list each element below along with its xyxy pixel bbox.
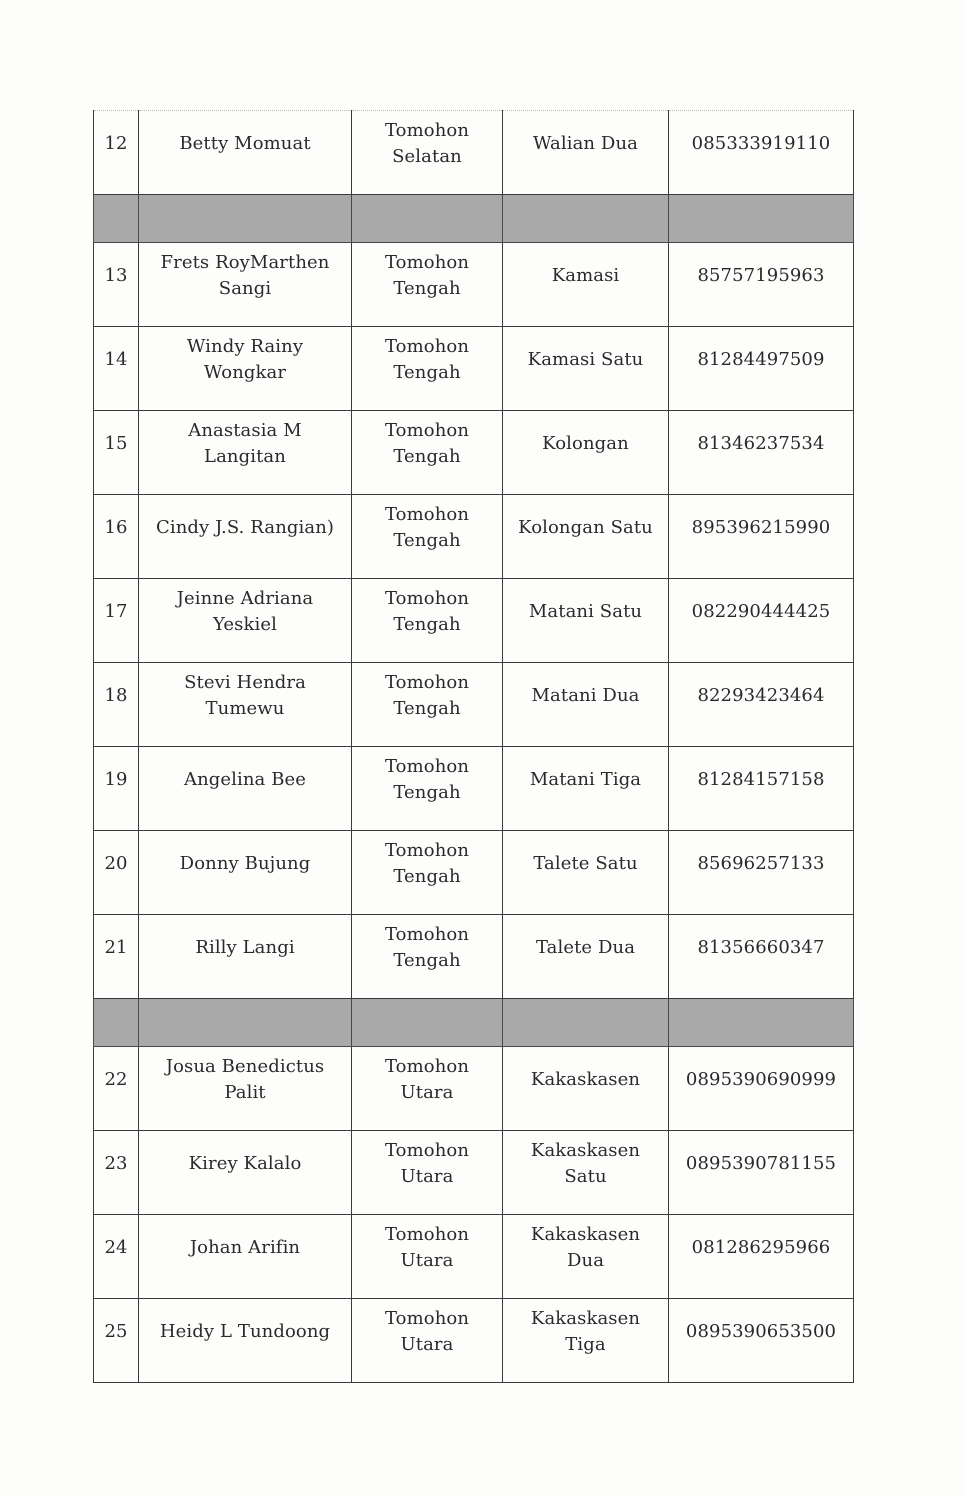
kelurahan-cell-line: Walian Dua	[533, 133, 638, 154]
kecamatan-cell	[352, 915, 503, 999]
kelurahan-cell-line: Kolongan Satu	[518, 517, 653, 538]
name-cell-line: Sangi	[218, 278, 272, 299]
row-number-cell: 12	[94, 111, 139, 195]
kelurahan-cell	[503, 495, 669, 579]
phone-cell: 0895390781155	[669, 1131, 854, 1215]
participants-table	[93, 110, 854, 1383]
kelurahan-cell	[503, 1215, 669, 1299]
kecamatan-cell-line: Tengah	[393, 698, 461, 719]
row-number-cell: 24	[94, 1215, 139, 1299]
kelurahan-cell-line: Matani Tiga	[529, 769, 642, 790]
separator-cell	[503, 999, 669, 1047]
kelurahan-cell	[503, 579, 669, 663]
kelurahan-cell	[503, 747, 669, 831]
kecamatan-cell	[352, 663, 503, 747]
kecamatan-cell-line: Selatan	[392, 146, 462, 167]
separator-cell	[94, 999, 139, 1047]
kecamatan-cell-line: Tomohon	[384, 420, 470, 441]
table-row	[94, 1131, 854, 1215]
name-cell-line: Betty Momuat	[179, 133, 311, 154]
name-cell-line: Josua Benedictus	[165, 1056, 325, 1077]
kecamatan-cell-line: Tomohon	[384, 120, 470, 141]
separator-cell	[352, 999, 503, 1047]
name-cell	[139, 243, 352, 327]
row-number-cell: 13	[94, 243, 139, 327]
name-cell-line: Windy Rainy	[186, 336, 304, 357]
table-row	[94, 1047, 854, 1131]
kecamatan-cell-line: Utara	[400, 1334, 454, 1355]
phone-cell: 82293423464	[669, 663, 854, 747]
name-cell	[139, 579, 352, 663]
table-row	[94, 411, 854, 495]
row-number-cell: 14	[94, 327, 139, 411]
name-cell	[139, 1047, 352, 1131]
phone-cell: 0895390690999	[669, 1047, 854, 1131]
kecamatan-cell-line: Tomohon	[384, 1140, 470, 1161]
kecamatan-cell-line: Tengah	[393, 278, 461, 299]
separator-cell	[139, 195, 352, 243]
name-cell	[139, 1131, 352, 1215]
name-cell	[139, 495, 352, 579]
name-cell	[139, 831, 352, 915]
phone-cell: 85696257133	[669, 831, 854, 915]
kelurahan-cell-line: Talete Satu	[533, 853, 638, 874]
name-cell-line: Palit	[224, 1082, 266, 1103]
kecamatan-cell-line: Tomohon	[384, 588, 470, 609]
table-row	[94, 747, 854, 831]
kecamatan-cell-line: Utara	[400, 1082, 454, 1103]
kelurahan-cell	[503, 915, 669, 999]
name-cell-line: Frets RoyMarthen	[160, 252, 330, 273]
kelurahan-cell	[503, 831, 669, 915]
separator-cell	[352, 195, 503, 243]
table-row	[94, 1215, 854, 1299]
kecamatan-cell-line: Tomohon	[384, 1308, 470, 1329]
name-cell-line: Heidy L Tundoong	[159, 1321, 331, 1342]
kelurahan-cell	[503, 327, 669, 411]
row-number-cell: 20	[94, 831, 139, 915]
name-cell-line: Angelina Bee	[183, 769, 307, 790]
kecamatan-cell	[352, 243, 503, 327]
kecamatan-cell-line: Tengah	[393, 446, 461, 467]
section-separator-row	[94, 999, 854, 1047]
table-row	[94, 1299, 854, 1383]
kelurahan-cell-line: Satu	[564, 1166, 607, 1187]
name-cell	[139, 1299, 352, 1383]
kecamatan-cell-line: Tomohon	[384, 756, 470, 777]
row-number-cell: 16	[94, 495, 139, 579]
kecamatan-cell-line: Tengah	[393, 950, 461, 971]
name-cell-line: Jeinne Adriana	[176, 588, 314, 609]
kecamatan-cell	[352, 111, 503, 195]
row-number-cell: 18	[94, 663, 139, 747]
kelurahan-cell	[503, 411, 669, 495]
row-number-cell: 25	[94, 1299, 139, 1383]
name-cell-line: Rilly Langi	[195, 937, 295, 958]
name-cell-line: Wongkar	[203, 362, 287, 383]
kecamatan-cell-line: Tomohon	[384, 504, 470, 525]
phone-cell: 081286295966	[669, 1215, 854, 1299]
kecamatan-cell-line: Tengah	[393, 866, 461, 887]
name-cell	[139, 915, 352, 999]
kelurahan-cell-line: Kolongan	[542, 433, 629, 454]
kecamatan-cell	[352, 1131, 503, 1215]
phone-cell: 0895390653500	[669, 1299, 854, 1383]
kecamatan-cell-line: Tomohon	[384, 252, 470, 273]
kelurahan-cell-line: Matani Dua	[531, 685, 640, 706]
phone-cell: 81356660347	[669, 915, 854, 999]
kecamatan-cell-line: Tomohon	[384, 840, 470, 861]
name-cell-line: Donny Bujung	[179, 853, 311, 874]
kecamatan-cell	[352, 831, 503, 915]
kelurahan-cell-line: Kakaskasen	[530, 1308, 641, 1329]
separator-cell	[669, 999, 854, 1047]
kelurahan-cell	[503, 1131, 669, 1215]
name-cell-line: Tumewu	[205, 698, 285, 719]
kecamatan-cell-line: Tomohon	[384, 672, 470, 693]
phone-cell: 81346237534	[669, 411, 854, 495]
table-body	[94, 111, 854, 1383]
name-cell	[139, 327, 352, 411]
name-cell	[139, 663, 352, 747]
kelurahan-cell-line: Kamasi	[551, 265, 620, 286]
name-cell	[139, 411, 352, 495]
kecamatan-cell-line: Tengah	[393, 530, 461, 551]
table-row	[94, 243, 854, 327]
name-cell-line: Stevi Hendra	[184, 672, 306, 693]
name-cell-line: Yeskiel	[213, 614, 277, 635]
phone-cell: 895396215990	[669, 495, 854, 579]
kecamatan-cell	[352, 411, 503, 495]
kecamatan-cell	[352, 1215, 503, 1299]
table-row	[94, 111, 854, 195]
kelurahan-cell-line: Dua	[566, 1250, 605, 1271]
kelurahan-cell-line: Tiga	[565, 1334, 606, 1355]
phone-cell: 81284157158	[669, 747, 854, 831]
kecamatan-cell-line: Tomohon	[384, 1056, 470, 1077]
name-cell	[139, 747, 352, 831]
row-number-cell: 15	[94, 411, 139, 495]
row-number-cell: 23	[94, 1131, 139, 1215]
kecamatan-cell	[352, 747, 503, 831]
kecamatan-cell-line: Tomohon	[384, 924, 470, 945]
name-cell-line: Johan Arifin	[189, 1237, 301, 1258]
phone-cell: 082290444425	[669, 579, 854, 663]
kecamatan-cell	[352, 495, 503, 579]
separator-cell	[139, 999, 352, 1047]
kecamatan-cell	[352, 579, 503, 663]
row-number-cell: 17	[94, 579, 139, 663]
kecamatan-cell-line: Tengah	[393, 614, 461, 635]
table-row	[94, 915, 854, 999]
phone-cell: 085333919110	[669, 111, 854, 195]
kelurahan-cell	[503, 111, 669, 195]
table-row	[94, 495, 854, 579]
kelurahan-cell-line: Kamasi Satu	[527, 349, 644, 370]
phone-cell: 81284497509	[669, 327, 854, 411]
kecamatan-cell	[352, 1299, 503, 1383]
kelurahan-cell-line: Matani Satu	[528, 601, 643, 622]
kecamatan-cell-line: Tomohon	[384, 336, 470, 357]
row-number-cell: 19	[94, 747, 139, 831]
kecamatan-cell-line: Tomohon	[384, 1224, 470, 1245]
name-cell-line: Langitan	[204, 446, 286, 467]
separator-cell	[669, 195, 854, 243]
name-cell-line: Anastasia M	[188, 420, 302, 441]
kecamatan-cell-line: Utara	[400, 1250, 454, 1271]
kecamatan-cell-line: Utara	[400, 1166, 454, 1187]
name-cell-line: Cindy J.S. Rangian)	[155, 517, 335, 538]
name-cell	[139, 1215, 352, 1299]
kelurahan-cell	[503, 1299, 669, 1383]
row-number-cell: 21	[94, 915, 139, 999]
name-cell-line: Kirey Kalalo	[188, 1153, 302, 1174]
name-cell	[139, 111, 352, 195]
kelurahan-cell	[503, 243, 669, 327]
table-row	[94, 831, 854, 915]
section-separator-row	[94, 195, 854, 243]
kecamatan-cell	[352, 1047, 503, 1131]
table-row	[94, 327, 854, 411]
kecamatan-cell-line: Tengah	[393, 362, 461, 383]
separator-cell	[94, 195, 139, 243]
separator-cell	[503, 195, 669, 243]
kelurahan-cell-line: Kakaskasen	[530, 1140, 641, 1161]
phone-cell: 85757195963	[669, 243, 854, 327]
table-row	[94, 663, 854, 747]
kelurahan-cell-line: Kakaskasen	[530, 1224, 641, 1245]
kecamatan-cell	[352, 327, 503, 411]
row-number-cell: 22	[94, 1047, 139, 1131]
kelurahan-cell-line: Kakaskasen	[530, 1069, 641, 1090]
kelurahan-cell-line: Talete Dua	[535, 937, 636, 958]
kelurahan-cell	[503, 663, 669, 747]
kecamatan-cell-line: Tengah	[393, 782, 461, 803]
kelurahan-cell	[503, 1047, 669, 1131]
table-row	[94, 579, 854, 663]
